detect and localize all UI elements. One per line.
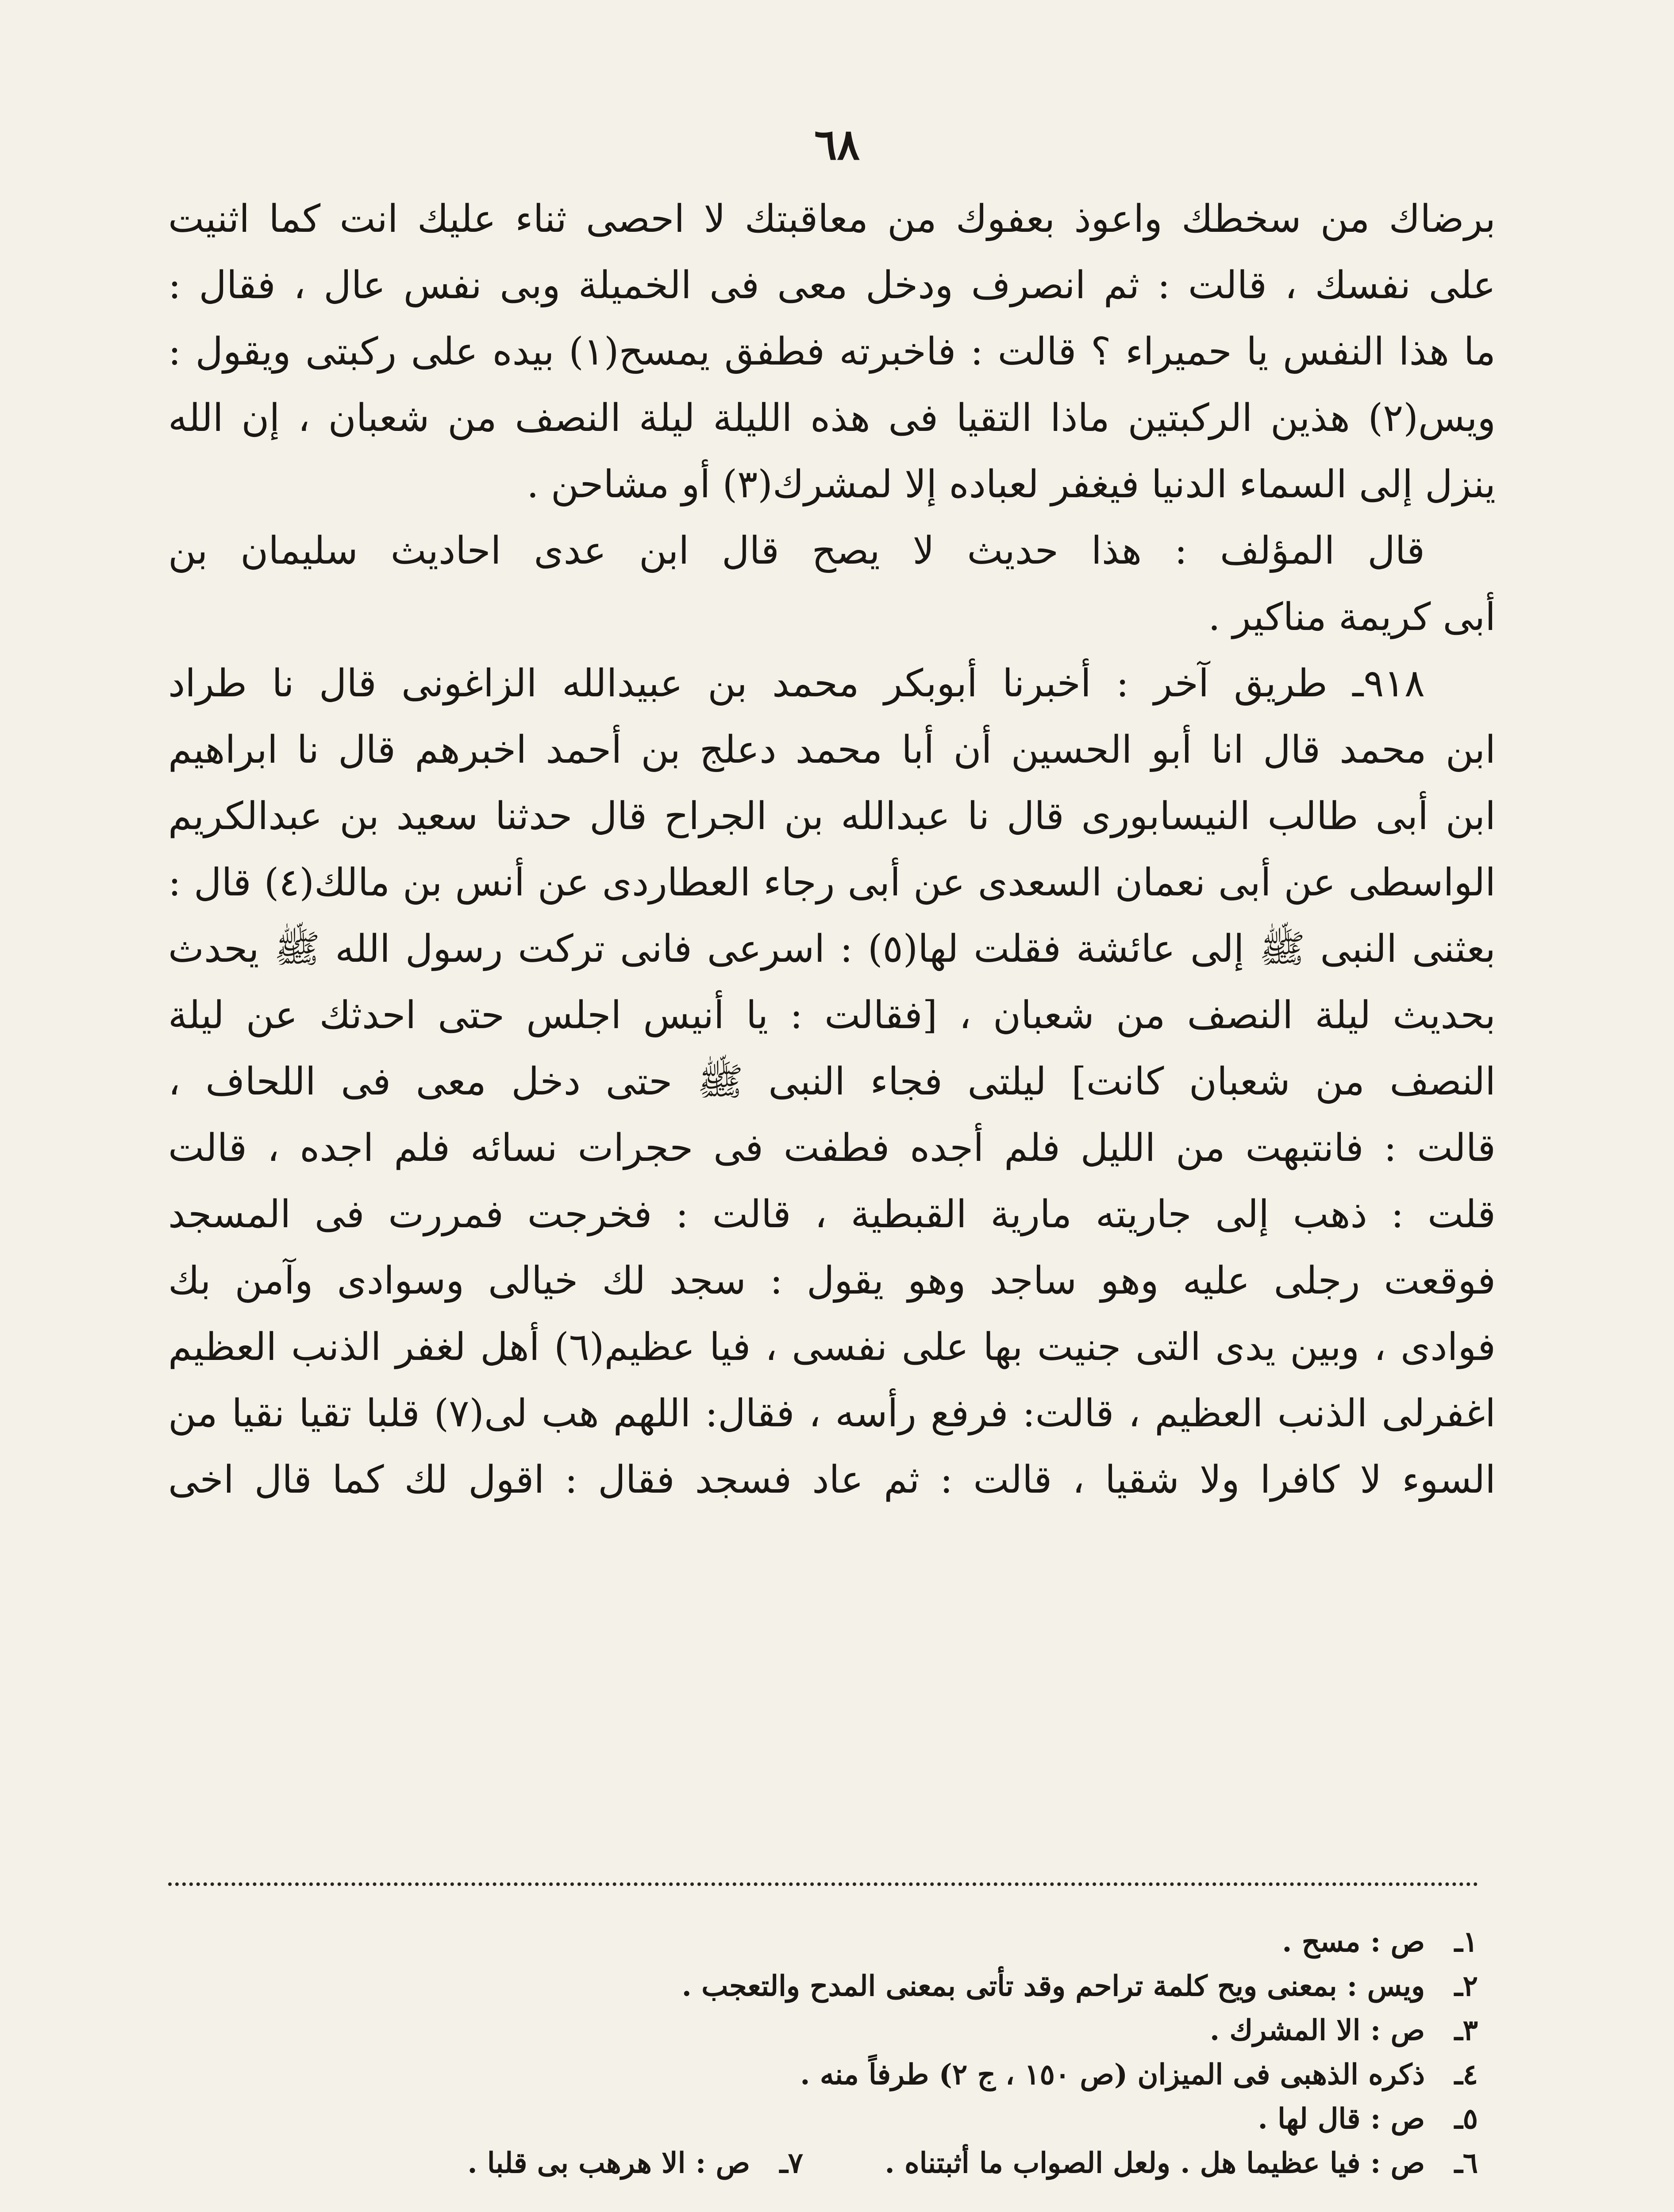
footnote [168, 2053, 1478, 2097]
footnote-number: ٣ـ [1454, 2014, 1478, 2047]
text-line: فوقعت رجلى عليه وهو ساجد وهو يقول : سجد لك خيالى وسوادى وآمن بك [168, 1259, 1496, 1303]
footnote-text: ص : الا المشرك . [1209, 2014, 1425, 2047]
footnote [168, 1964, 1478, 2008]
footnote-number: ٦ـ [1454, 2147, 1478, 2180]
footnote-pair [168, 2141, 1478, 2185]
footnote-number: ١ـ [1454, 1925, 1478, 1959]
main-text [168, 186, 1496, 1513]
text-line: الواسطى عن أبى نعمان السعدى عن أبى رجاء العطاردى عن أنس بن مالك(٤) قال : [168, 860, 1496, 905]
footnote-number: ٤ـ [1454, 2058, 1478, 2091]
footnote [885, 2141, 1478, 2185]
text-line: بعثنى النبى ﷺ إلى عائشة فقلت لها(٥) : اسرعى فانى تركت رسول الله ﷺ يحدث [168, 927, 1496, 971]
text-line: برضاك من سخطك واعوذ بعفوك من معاقبتك لا احصى ثناء عليك انت كما اثنيت [168, 197, 1496, 241]
text-line: فوادى ، وبين يدى التى جنيت بها على نفسى ، فيا عظيم(٦) أهل لغفر الذنب العظيم [168, 1325, 1496, 1369]
footnote-text: ص : فيا عظيما هل . ولعل الصواب ما أثبتناه . [885, 2147, 1425, 2180]
footnote-text: ص : الا هرهب بى قلبا . [467, 2147, 750, 2180]
footnote [168, 2008, 1478, 2053]
footnote-text: ص : قال لها . [1258, 2102, 1425, 2135]
footnote [467, 2141, 803, 2185]
text-line: ويس(٢) هذين الركبتين ماذا التقيا فى هذه الليلة ليلة النصف من شعبان ، إن الله [168, 396, 1496, 440]
text-line: قلت : ذهب إلى جاريته مارية القبطية ، قالت : فخرجت فمررت فى المسجد [168, 1192, 1496, 1237]
footnote [168, 1920, 1478, 1964]
text-line: قال المؤلف : هذا حديث لا يصح قال ابن عدى احاديث سليمان بن [168, 529, 1425, 573]
footnote-number: ٢ـ [1454, 1970, 1478, 2003]
text-line: ابن أبى طالب النيسابورى قال نا عبدالله بن الجراح قال حدثنا سعيد بن عبدالكريم [168, 794, 1496, 838]
footnotes [168, 1920, 1478, 2185]
text-line: بحديث ليلة النصف من شعبان ، [فقالت : يا أنيس اجلس حتى احدثك عن ليلة [168, 993, 1496, 1037]
text-line: قالت : فانتبهت من الليل فلم أجده فطفت فى حجرات نسائه فلم اجده ، قالت [168, 1126, 1496, 1170]
page-number: ٦٨ [814, 119, 860, 169]
text-line: أبى كريمة مناكير . [1208, 595, 1496, 639]
text-line: السوء لا كافرا ولا شقيا ، قالت : ثم عاد فسجد فقال : اقول لك كما قال اخى [168, 1458, 1496, 1502]
text-line: ٩١٨ـ طريق آخر : أخبرنا أبوبكر محمد بن عبيدالله الزاغونى قال نا طراد [168, 661, 1425, 706]
footnote-number: ٧ـ [779, 2147, 803, 2180]
text-line: ما هذا النفس يا حميراء ؟ قالت : فاخبرته فطفق يمسح(١) بيده على ركبتى ويقول : [168, 330, 1496, 374]
text-line: على نفسك ، قالت : ثم انصرف ودخل معى فى الخميلة وبى نفس عال ، فقال : [168, 263, 1496, 307]
footnote-number: ٥ـ [1454, 2102, 1478, 2135]
text-line: ابن محمد قال انا أبو الحسين أن أبا محمد دعلج بن أحمد اخبرهم قال نا ابراهيم [168, 728, 1496, 772]
text-line: اغفرلى الذنب العظيم ، قالت: فرفع رأسه ، فقال: اللهم هب لى(٧) قلبا تقيا نقيا من [168, 1391, 1496, 1436]
footnote-text: ص : مسح . [1282, 1925, 1425, 1959]
footnote [168, 2097, 1478, 2141]
text-line: ينزل إلى السماء الدنيا فيغفر لعباده إلا لمشرك(٣) أو مشاحن . [527, 462, 1496, 507]
footnote-divider [168, 1882, 1478, 1886]
footnote-text: ذكره الذهبى فى الميزان (ص ١٥٠ ، ج ٢) طرفاً منه . [800, 2058, 1425, 2091]
footnote-text: ويس : بمعنى ويح كلمة تراحم وقد تأتى بمعنى المدح والتعجب . [681, 1970, 1425, 2003]
text-line: النصف من شعبان كانت] ليلتى فجاء النبى ﷺ حتى دخل معى فى اللحاف ، [168, 1060, 1496, 1104]
